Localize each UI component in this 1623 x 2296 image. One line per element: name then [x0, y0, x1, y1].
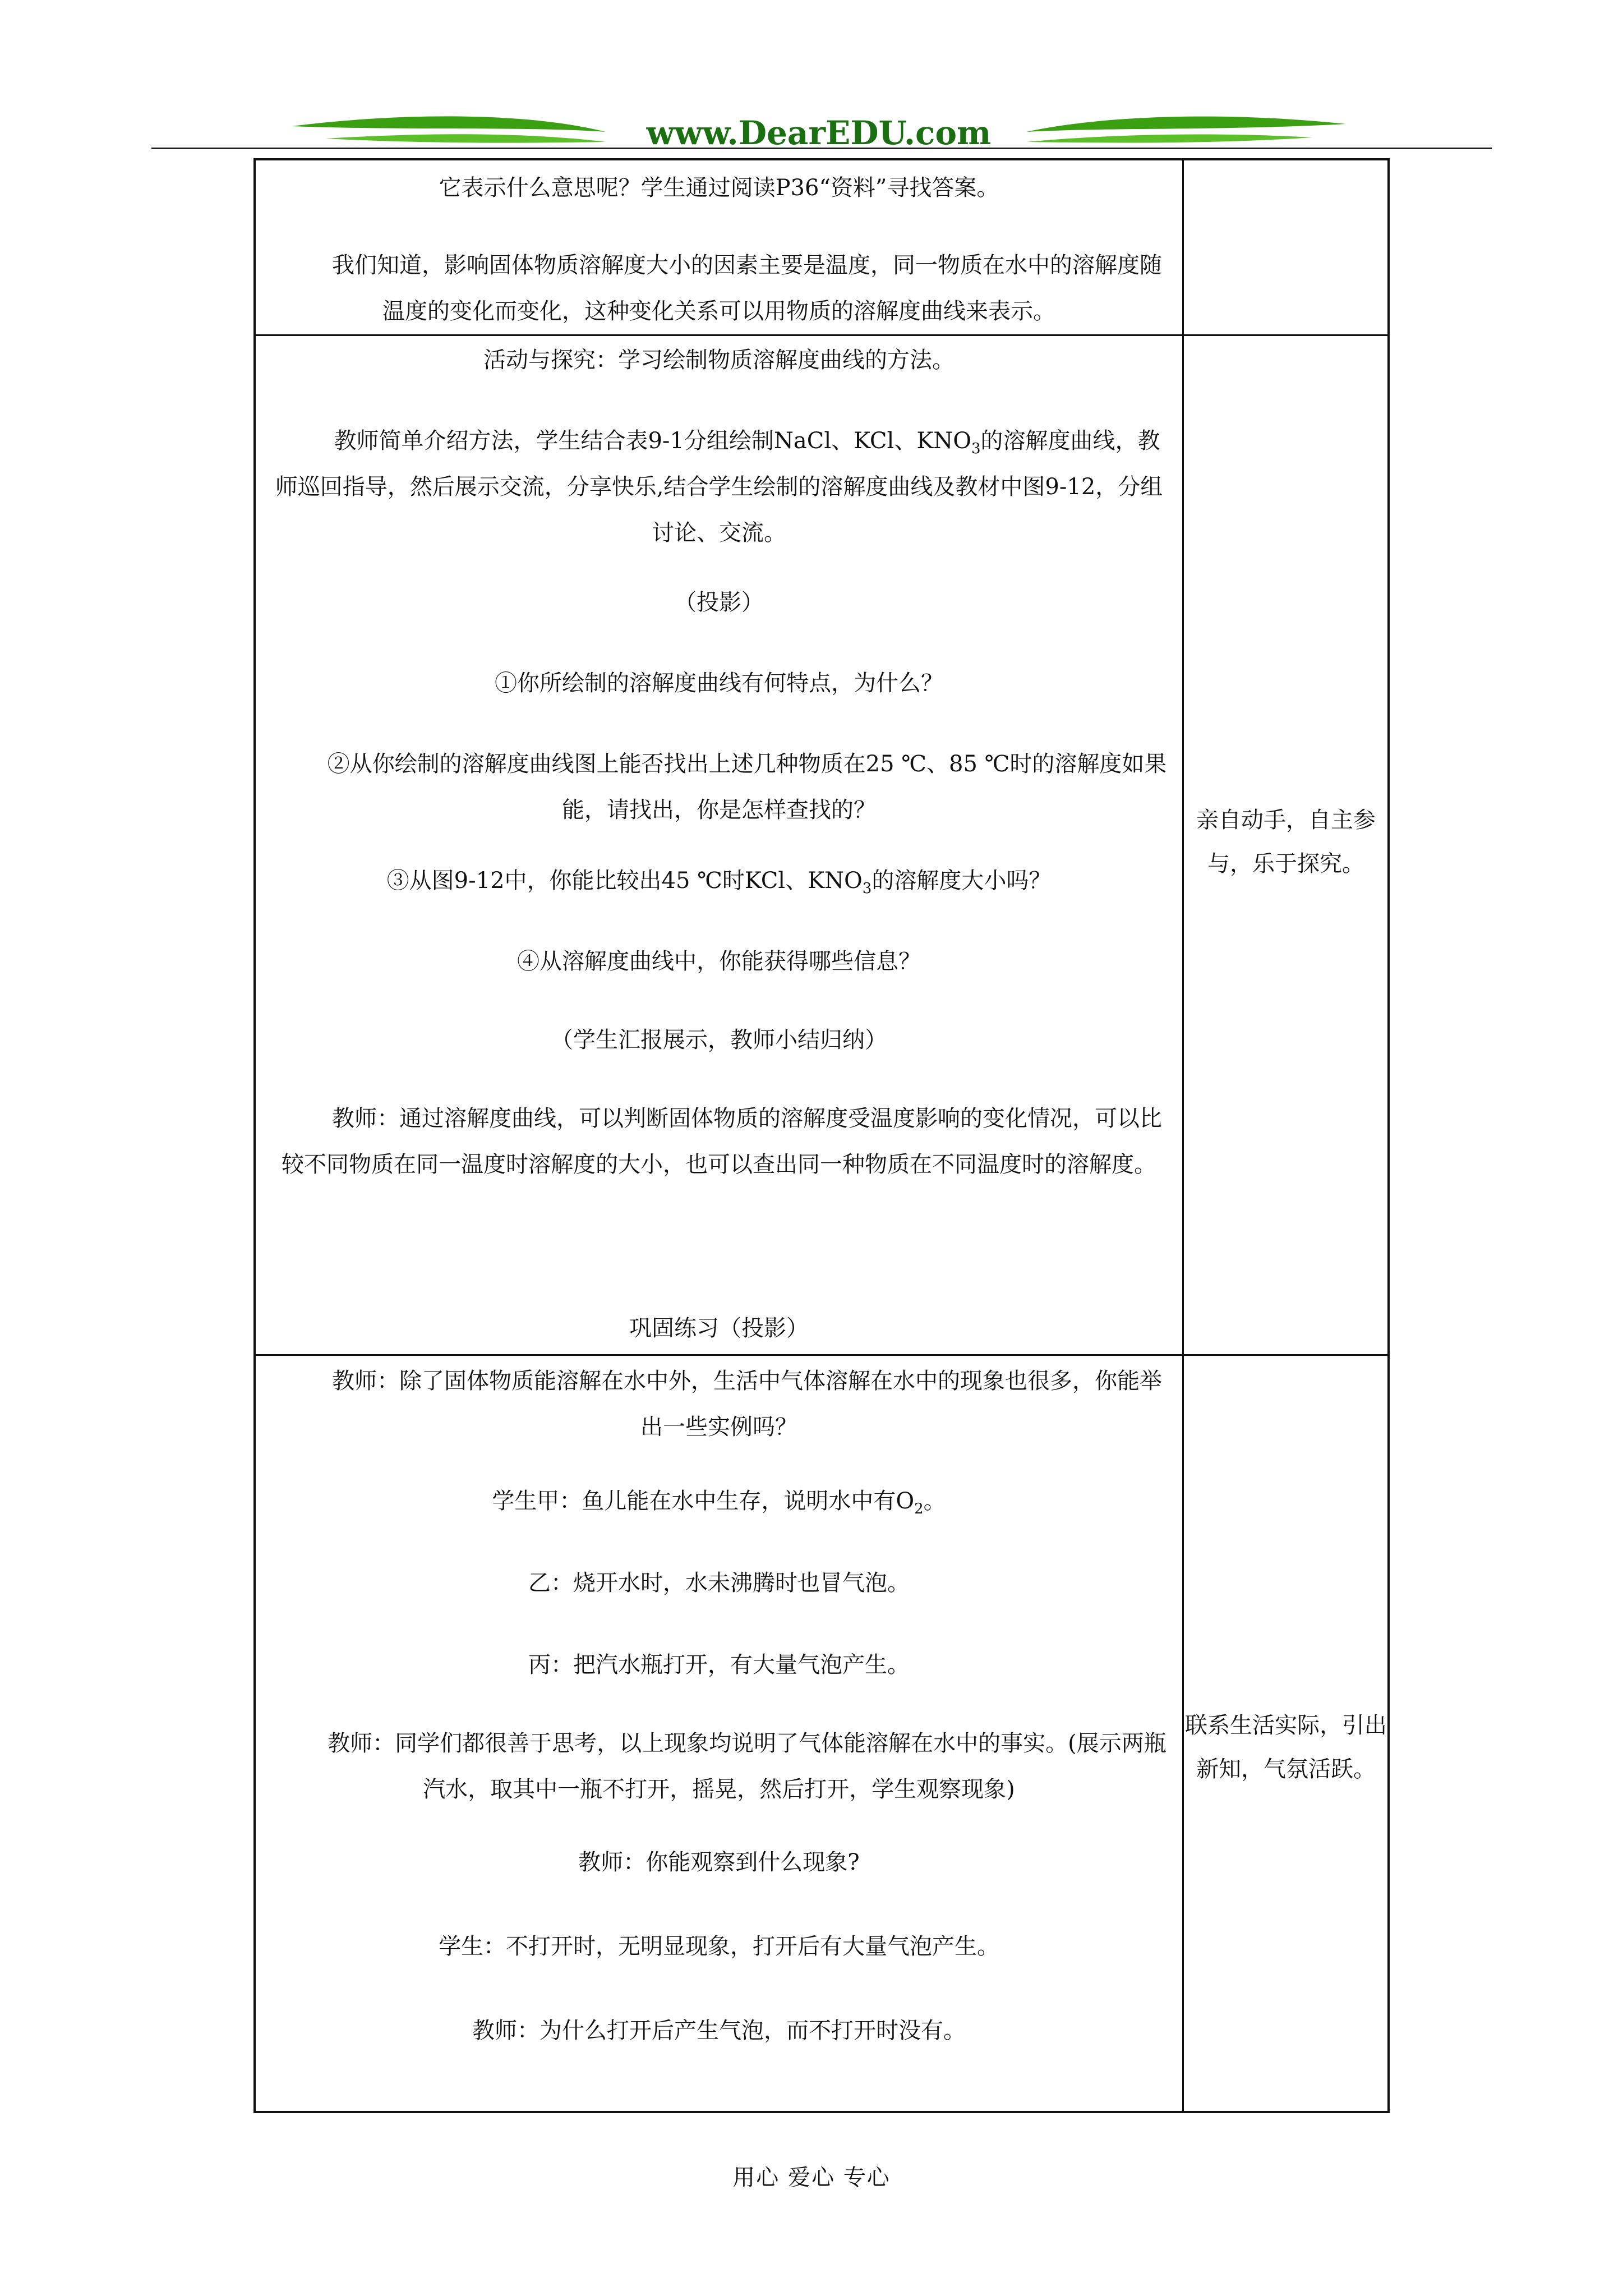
text-segment: 教师简单介绍方法，学生结合表9-1分组绘制NaCl、KCl、KNO	[334, 428, 971, 454]
text-paragraph: 我们知道，影响固体物质溶解度大小的因素主要是温度，同一物质在水中的溶解度随温度的变化而变化，这种变化关系可以用物质的溶解度曲线来表示。	[332, 252, 1162, 324]
text-line: 丙：把汽水瓶打开，有大量气泡产生。	[528, 1652, 910, 1678]
note-cell	[1184, 1704, 1387, 1791]
subscript: 2	[914, 1501, 924, 1517]
text-line: ①你所绘制的溶解度曲线有何特点，为什么？	[495, 670, 943, 696]
subscript: 3	[971, 440, 981, 457]
text-line: 乙：烧开水时，水未沸腾时也冒气泡。	[528, 1570, 910, 1596]
content-cell	[256, 160, 1182, 334]
logo-text: www.DearEDU.com	[646, 114, 992, 152]
table-row	[256, 334, 1387, 1354]
column-divider	[1182, 160, 1184, 334]
header-rule	[151, 148, 1492, 149]
text-segment: 的溶解度曲线，教师巡回指导，然后展示交流，分享快乐,结合学生绘制的溶解度曲线及教材中图9-12，分组讨论、交流。	[275, 428, 1163, 546]
content-cell	[256, 336, 1182, 1354]
text-line: ④从溶解度曲线中，你能获得哪些信息？	[517, 949, 921, 974]
text-line: （学生汇报展示，教师小结归纳）	[551, 1027, 887, 1053]
text-paragraph: ②从你绘制的溶解度曲线图上能否找出上述几种物质在25 ℃、85 ℃时的溶解度如果能，请找出，你是怎样查找的？	[327, 751, 1167, 823]
text-line: 它表示什么意思呢？学生通过阅读P36“资料”寻找答案。	[439, 175, 999, 201]
text-segment: 的溶解度大小吗？	[872, 868, 1052, 894]
column-divider	[1182, 336, 1184, 1354]
table-row	[256, 1354, 1387, 2111]
note-text: 亲自动手，自主参与，乐于探究。	[1196, 807, 1376, 877]
text-paragraph: 教师：除了固体物质能溶解在水中外，生活中气体溶解在水中的现象也很多，你能举出一些实例吗？	[332, 1368, 1162, 1440]
text-line	[267, 1478, 1171, 1524]
column-divider	[1182, 1356, 1184, 2111]
text-segment: 学生甲：鱼儿能在水中生存，说明水中有O	[492, 1488, 915, 1514]
text-line	[267, 858, 1171, 904]
text-line: 活动与探究：学习绘制物质溶解度曲线的方法。	[483, 347, 955, 373]
lesson-table	[253, 158, 1390, 2113]
text-paragraph	[267, 418, 1171, 556]
text-line: 教师：为什么打开后产生气泡，而不打开时没有。	[472, 2018, 966, 2044]
note-text: 联系生活实际，引出新知，气氛活跃。	[1185, 1713, 1387, 1782]
text-paragraph: 教师：同学们都很善于思考，以上现象均说明了气体能溶解在水中的事实。(展示两瓶汽水，取其中一瓶不打开，摇晃，然后打开，学生观察现象)	[328, 1731, 1166, 1802]
text-line: 教师：你能观察到什么现象?	[578, 1849, 860, 1875]
logo-swoosh-left	[292, 116, 606, 132]
text-segment: 。	[923, 1488, 946, 1514]
subscript: 3	[862, 880, 872, 897]
text-paragraph: 教师：通过溶解度曲线，可以判断固体物质的溶解度受温度影响的变化情况，可以比较不同物质在同一温度时溶解度的大小，也可以查出同一种物质在不同温度时的溶解度。	[282, 1106, 1162, 1177]
text-line: 学生：不打开时，无明显现象，打开后有大量气泡产生。	[439, 1934, 999, 1959]
logo-swoosh-right-under	[1026, 134, 1312, 142]
note-cell	[1184, 798, 1387, 886]
logo-swoosh-left-under	[325, 134, 606, 142]
page-footer: 用心 爱心 专心	[732, 2165, 891, 2191]
text-segment: ③从图9-12中，你能比较出45 ℃时KCl、KNO	[386, 868, 863, 894]
logo-swoosh-right	[1026, 117, 1346, 132]
content-cell	[256, 1356, 1182, 2111]
table-row	[256, 160, 1387, 334]
text-line: 巩固练习（投影）	[629, 1315, 809, 1341]
text-line: （投影）	[674, 590, 764, 615]
